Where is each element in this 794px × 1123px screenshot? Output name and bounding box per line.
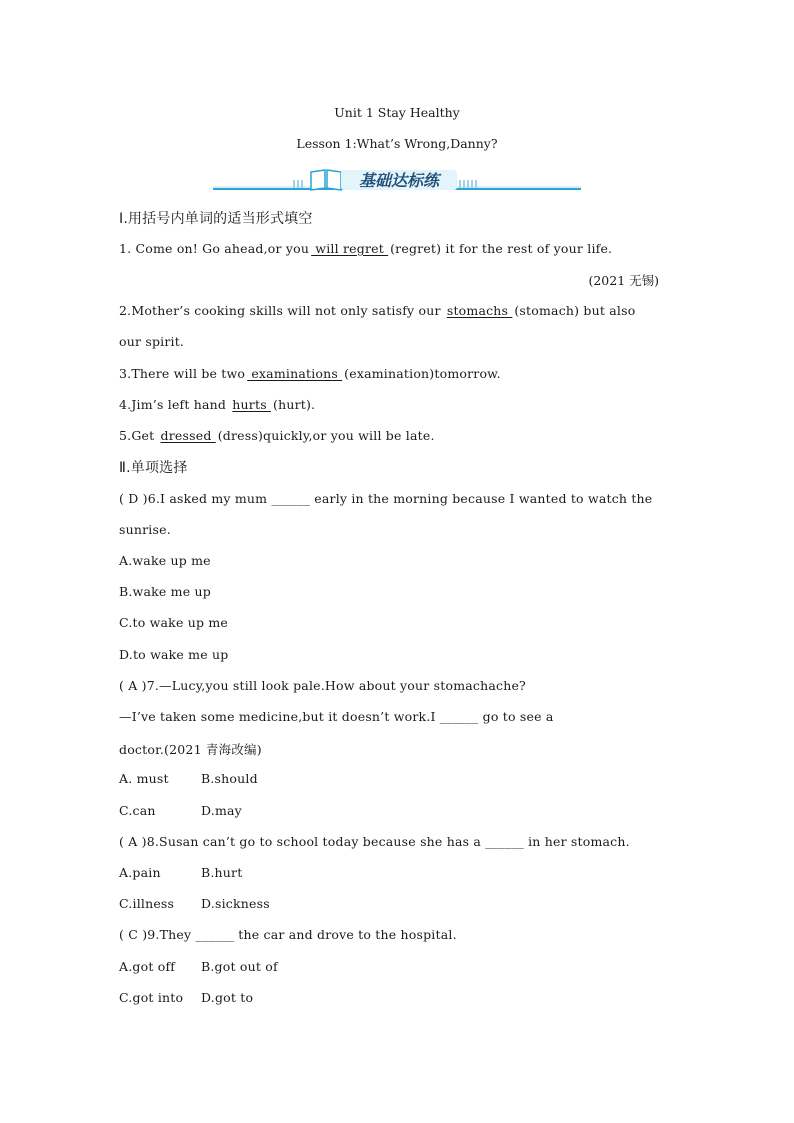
q2-hint: (stomach) but also [514,303,636,318]
q9-options-ab [119,959,278,974]
q4-hint: (hurt). [273,397,316,412]
q7-option-b: B.should [201,771,258,786]
question-7: ( A )7.—Lucy,you still look pale.How about your stomachache? [119,678,526,693]
lesson-title: Lesson 1:What’s Wrong,Danny? [296,136,498,151]
q9-option-c: C.got into [119,990,184,1005]
question-6: ( D )6.I asked my mum ______ early in the morning because I wanted to watch the [119,491,653,506]
q8-option-c: C.illness [119,896,175,911]
q9-option-d: D.got to [201,990,254,1005]
q7-options-ab [119,771,258,786]
q8-option-a: A.pain [119,865,161,880]
q8-options-ab [119,865,242,880]
q8-options-cd [119,896,270,911]
q9-option-a: A.got off [119,959,176,974]
question-8: ( A )8.Susan can’t go to school today because she has a ______ in her stomach. [119,834,630,849]
banner-stripes-left [293,180,303,188]
q1-source: (2021 无锡) [588,273,659,288]
q5-hint: (dress)quickly,or you will be late. [217,428,435,443]
q3-text: 3.There will be two [119,366,246,381]
banner-text: 基础达标练 [358,171,440,190]
q7-line-3: doctor.(2021 青海改编) [119,742,262,757]
question-5 [119,428,435,443]
q8-option-b: B.hurt [201,865,243,880]
question-9: ( C )9.They ______ the car and drove to the hospital. [119,927,457,942]
unit-title: Unit 1 Stay Healthy [334,105,460,120]
q9-options-cd [119,990,253,1005]
q7-option-a: A. must [119,771,169,786]
q6-option-b: B.wake me up [119,584,211,599]
q6-option-d: D.to wake me up [119,647,229,662]
q5-text: 5.Get [119,428,159,443]
q9-option-b: B.got out of [201,959,278,974]
question-1 [119,241,612,256]
q3-answer: examinations [247,366,343,381]
q1-text: 1. Come on! Go ahead,or you [119,241,310,256]
q7-option-c: C.can [119,803,156,818]
question-2 [119,303,635,318]
q6-continuation: sunrise. [119,522,171,537]
q5-answer: dressed [160,428,216,443]
question-3 [119,366,501,381]
q6-option-c: C.to wake up me [119,615,228,630]
q3-hint: (examination)tomorrow. [344,366,501,381]
section-banner [213,168,581,194]
section2-heading: Ⅱ.单项选择 [119,460,188,476]
q2-answer: stomachs [446,303,513,318]
q4-answer: hurts [232,397,271,412]
section1-heading: Ⅰ.用括号内单词的适当形式填空 [119,211,313,227]
question-4 [119,397,315,412]
q2-text: 2.Mother’s cooking skills will not only satisfy our [119,303,445,318]
q1-hint: (regret) it for the rest of your life. [390,241,613,256]
q6-option-a: A.wake up me [119,553,211,568]
q2-continuation: our spirit. [119,334,185,349]
q8-option-d: D.sickness [201,896,270,911]
q7-line-2: —I’ve taken some medicine,but it doesn’t work.I ______ go to see a [119,709,554,724]
q4-text: 4.Jim’s left hand [119,397,231,412]
q7-option-d: D.may [201,803,242,818]
q1-answer: will regret [311,241,389,256]
q7-options-cd [119,803,242,818]
